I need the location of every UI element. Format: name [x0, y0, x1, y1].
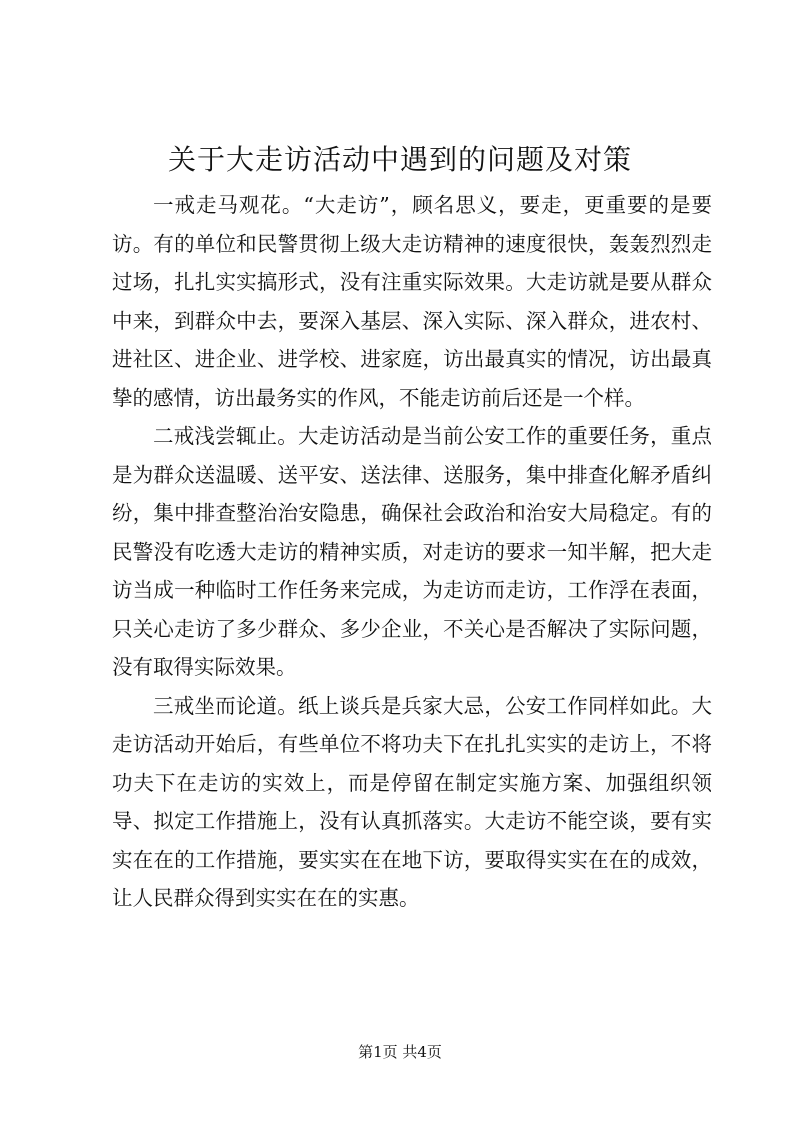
- document-body: [112, 186, 712, 918]
- paragraph-1: 一戒走马观花。“大走访”，顾名思义，要走，更重要的是要访。有的单位和民警贯彻上级大走访精神的速度很快，轰轰烈烈走过场，扎扎实实搞形式，没有注重实际效果。大走访就是要从群众中来，到群众中去，要深入基层、深入实际、深入群众，进农村、进社区、进企业、进学校、进家庭，访出最真实的情况，访出最真挚的感情，访出最务实的作风，不能走访前后还是一个样。: [112, 193, 712, 410]
- document-title: 关于大走访活动中遇到的问题及对策: [167, 143, 632, 176]
- paragraph-2: 二戒浅尝辄止。大走访活动是当前公安工作的重要任务，重点是为群众送温暖、送平安、送法律、送服务，集中排查化解矛盾纠纷，集中排查整治治安隐患，确保社会政治和治安大局稳定。有的民警没有吃透大走访的精神实质，对走访的要求一知半解，把大走访当成一种临时工作任务来完成，为走访而走访，工作浮在表面，只关心走访了多少群众、多少企业，不关心是否解决了实际问题，没有取得实际效果。: [112, 424, 712, 679]
- paragraph-3: 三戒坐而论道。纸上谈兵是兵家大忌，公安工作同样如此。大走访活动开始后，有些单位不将功夫下在扎扎实实的走访上，不将功夫下在走访的实效上，而是停留在制定实施方案、加强组织领导、拟定工作措施上，没有认真抓落实。大走访不能空谈，要有实实在在的工作措施，要实实在在地下访，要取得实实在在的成效，让人民群众得到实实在在的实惠。: [112, 693, 712, 910]
- page-footer: 第1页 共4页: [358, 1043, 442, 1061]
